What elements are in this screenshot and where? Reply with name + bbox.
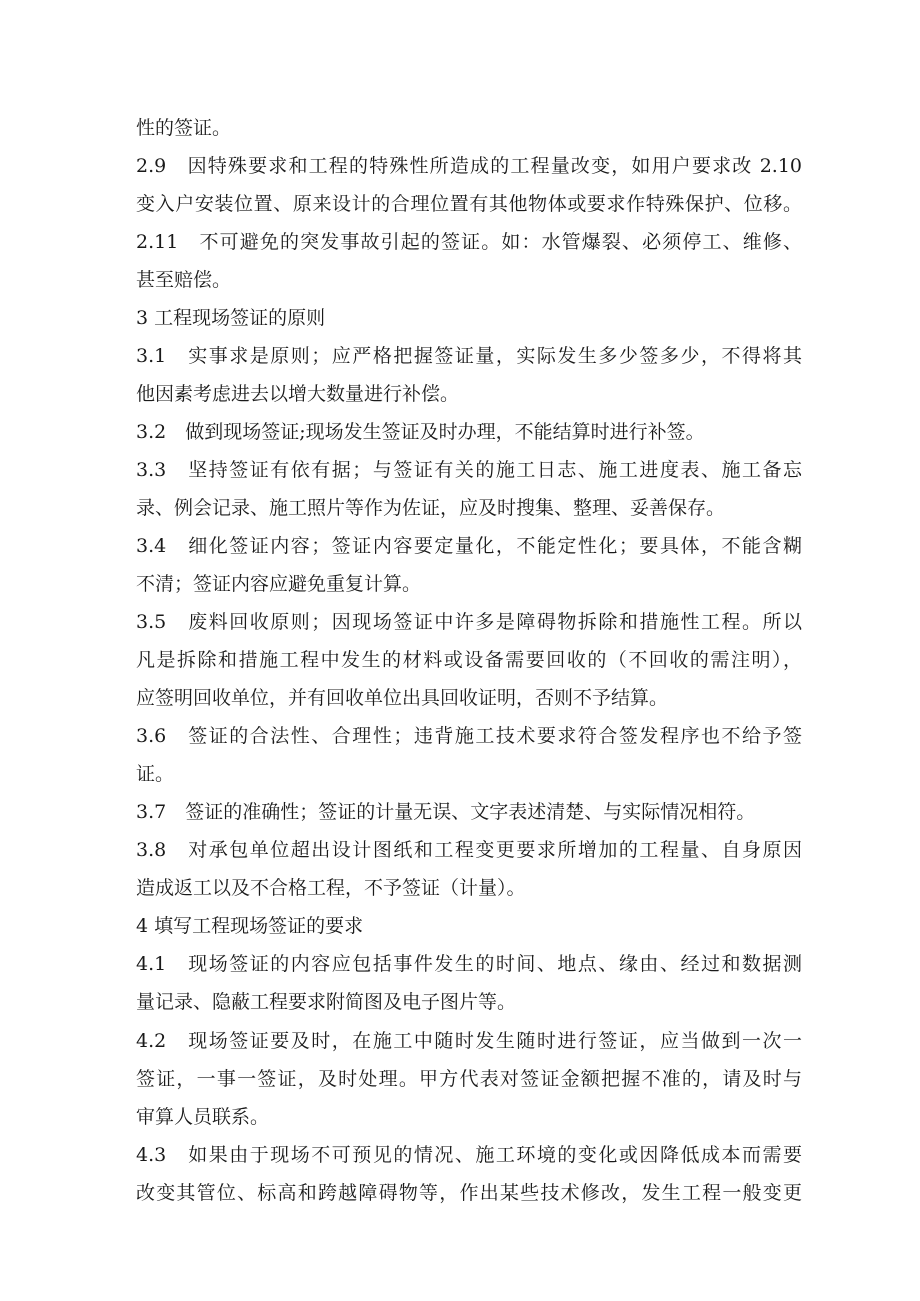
text-line: 4.2 现场签证要及时，在施工中随时发生随时进行签证，应当做到一次一 bbox=[136, 1030, 802, 1052]
text-line: 3.8 对承包单位超出设计图纸和工程变更要求所增加的工程量、自身原因 bbox=[136, 839, 802, 861]
text-line: 3.5 废料回收原则；因现场签证中许多是障碍物拆除和措施性工程。所以 bbox=[136, 611, 802, 633]
text-line: 3.7 签证的准确性；签证的计量无误、文字表述清楚、与实际情况相符。 bbox=[136, 801, 756, 823]
text-line: 应签明回收单位，并有回收单位出具回收证明，否则不予结算。 bbox=[136, 687, 669, 709]
text-line: 性的签证。 bbox=[136, 117, 232, 139]
text-line: 证。 bbox=[136, 763, 175, 785]
text-line: 改变其管位、标高和跨越障碍物等，作出某些技术修改，发生工程一般变更 bbox=[136, 1182, 802, 1204]
text-line: 不清；签证内容应避免重复计算。 bbox=[136, 573, 422, 595]
text-line: 3.1 实事求是原则；应严格把握签证量，实际发生多少签多少，不得将其 bbox=[136, 345, 802, 367]
text-line: 3.4 细化签证内容；签证内容要定量化，不能定性化；要具体，不能含糊 bbox=[136, 535, 802, 557]
section-heading: 4 填写工程现场签证的要求 bbox=[136, 915, 364, 937]
text-line: 审算人员联系。 bbox=[136, 1106, 270, 1128]
text-line: 4.3 如果由于现场不可预见的情况、施工环境的变化或因降低成本而需要 bbox=[136, 1144, 802, 1166]
text-line: 量记录、隐蔽工程要求附简图及电子图片等。 bbox=[136, 991, 517, 1013]
text-line: 变入户安装位置、原来设计的合理位置有其他物体或要求作特殊保护、位移。 bbox=[136, 193, 802, 215]
text-line: 凡是拆除和措施工程中发生的材料或设备需要回收的（不回收的需注明）， bbox=[136, 649, 802, 671]
text-line: 甚至赔偿。 bbox=[136, 269, 232, 291]
text-line: 录、例会记录、施工照片等作为佐证，应及时搜集、整理、妥善保存。 bbox=[136, 497, 726, 519]
text-line: 3.6 签证的合法性、合理性；违背施工技术要求符合签发程序也不给予签 bbox=[136, 725, 802, 747]
text-line: 造成返工以及不合格工程，不予签证（计量）。 bbox=[136, 877, 526, 899]
text-line: 他因素考虑进去以增大数量进行补偿。 bbox=[136, 383, 460, 405]
section-heading: 3 工程现场签证的原则 bbox=[136, 307, 326, 329]
text-line: 4.1 现场签证的内容应包括事件发生的时间、地点、缘由、经过和数据测 bbox=[136, 953, 802, 975]
text-line: 3.3 坚持签证有依有据；与签证有关的施工日志、施工进度表、施工备忘 bbox=[136, 459, 802, 481]
text-line: 2.11 不可避免的突发事故引起的签证。如：水管爆裂、必须停工、维修、 bbox=[136, 231, 802, 253]
text-line: 2.9 因特殊要求和工程的特殊性所造成的工程量改变，如用户要求改 2.10 bbox=[136, 155, 802, 177]
text-line: 3.2 做到现场签证;现场发生签证及时办理，不能结算时进行补签。 bbox=[136, 421, 705, 443]
text-line: 签证，一事一签证，及时处理。甲方代表对签证金额把握不准的，请及时与 bbox=[136, 1068, 802, 1090]
